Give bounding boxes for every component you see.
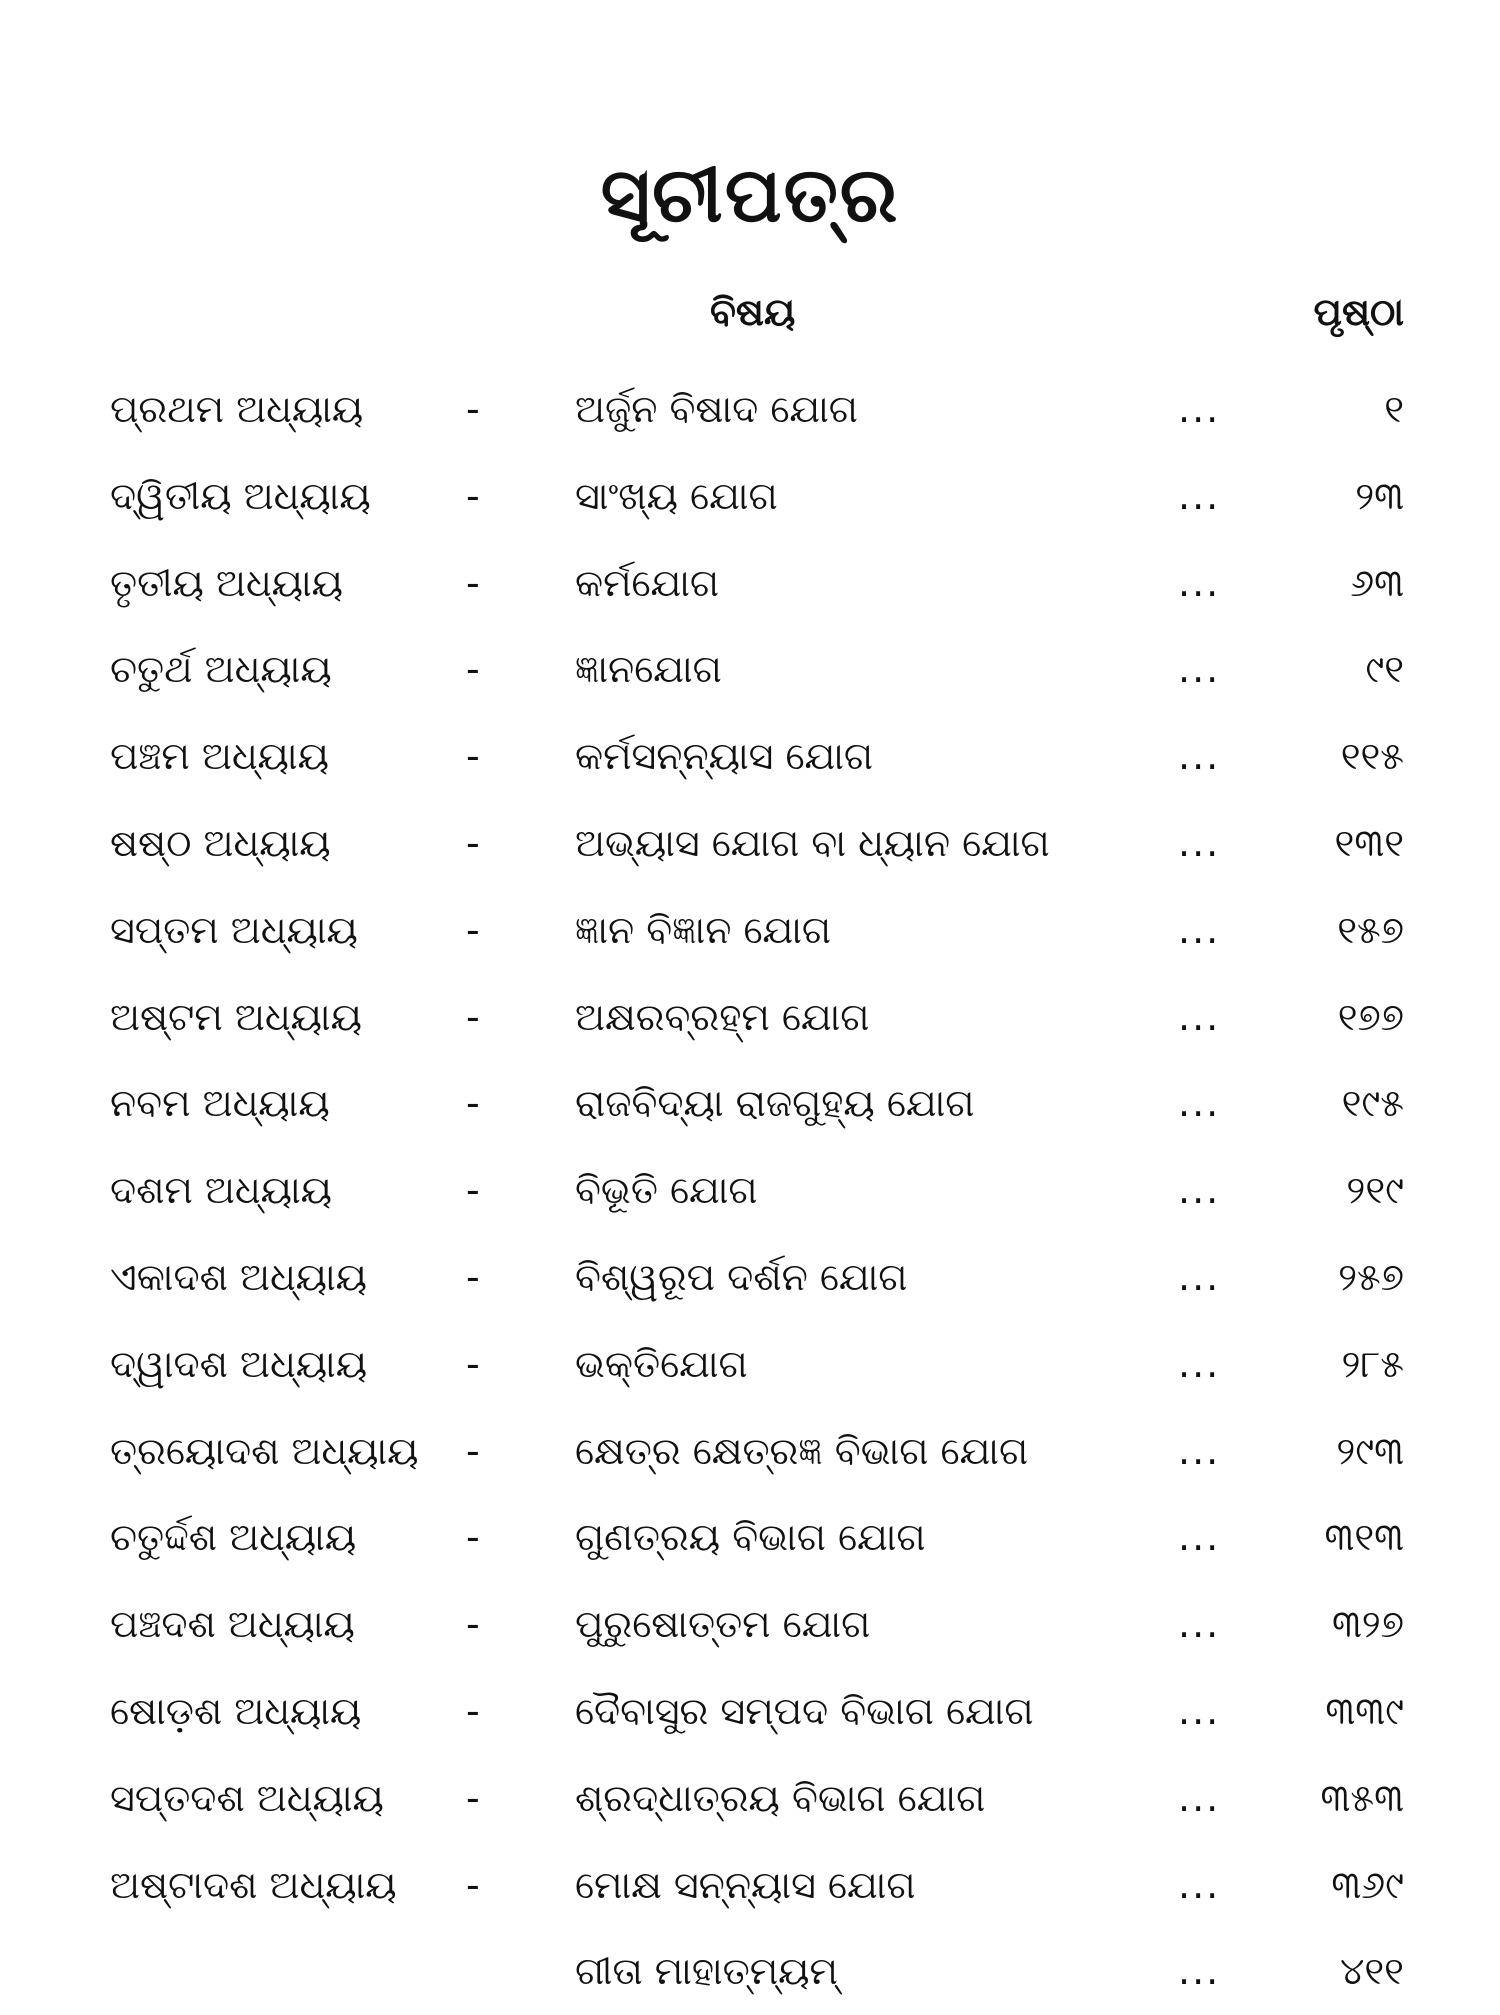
leader-dots: ...	[1178, 994, 1221, 1039]
chapter-name: ଷଷ୍ଠ ଅଧ୍ୟାୟ	[110, 820, 331, 865]
toc-row	[0, 1581, 1500, 1668]
page-number: ୩୨୭	[1331, 1602, 1404, 1647]
leader-dots: ...	[1178, 1775, 1221, 1820]
separator-dash: -	[466, 1515, 480, 1560]
toc-row	[0, 1668, 1500, 1755]
page-column-header: ପୃଷ୍ଠା	[1313, 290, 1404, 334]
leader-dots: ...	[1178, 1254, 1221, 1299]
toc-row	[0, 1408, 1500, 1495]
chapter-name: ତୃତୀୟ ଅଧ୍ୟାୟ	[110, 560, 343, 605]
separator-dash: -	[466, 1081, 480, 1126]
toc-row	[0, 1494, 1500, 1581]
chapter-name: ଚତୁର୍ଥ ଅଧ୍ୟାୟ	[110, 647, 332, 692]
page-number: ୧୭୭	[1337, 994, 1404, 1039]
leader-dots: ...	[1178, 1428, 1221, 1473]
chapter-subject: କର୍ମଯୋଗ	[575, 560, 720, 605]
toc-row	[0, 1234, 1500, 1321]
leader-dots: ...	[1178, 1862, 1221, 1907]
leader-dots: ...	[1178, 820, 1221, 865]
chapter-name: ପଞ୍ଚମ ଅଧ୍ୟାୟ	[110, 734, 329, 779]
chapter-subject: ଶ୍ରଦ୍ଧାତ୍ରୟ ବିଭାଗ ଯୋଗ	[575, 1775, 986, 1820]
page-number: ୧୯୫	[1341, 1081, 1404, 1126]
toc-row	[0, 1147, 1500, 1234]
separator-dash: -	[466, 647, 480, 692]
chapter-name: ଅଷ୍ଟାଦଶ ଅଧ୍ୟାୟ	[110, 1862, 397, 1907]
page-number: ୨୧୯	[1346, 1168, 1404, 1213]
separator-dash: -	[466, 560, 480, 605]
chapter-subject: ଅର୍ଜୁନ ବିଷାଦ ଯୋଗ	[575, 387, 858, 431]
leader-dots: ...	[1178, 907, 1221, 952]
chapter-name: ଦଶମ ଅଧ୍ୟାୟ	[110, 1168, 332, 1213]
toc-row	[0, 800, 1500, 887]
chapter-subject: ଭକ୍ତିଯୋଗ	[575, 1341, 748, 1386]
separator-dash: -	[466, 1254, 480, 1299]
leader-dots: ...	[1178, 734, 1221, 779]
chapter-subject: ଗୁଣତ୍ରୟ ବିଭାଗ ଯୋଗ	[575, 1515, 926, 1560]
separator-dash: -	[466, 473, 480, 518]
toc-row	[0, 540, 1500, 627]
toc-row	[0, 1928, 1500, 2015]
chapter-subject: ପୁରୁଷୋତ୍ତମ ଯୋଗ	[575, 1602, 871, 1647]
chapter-subject: ରାଜବିଦ୍ୟା ରାଜଗୁହ୍ୟ ଯୋଗ	[575, 1081, 975, 1126]
leader-dots: ...	[1178, 1688, 1221, 1733]
separator-dash: -	[466, 1602, 480, 1647]
page-number: ୯୧	[1365, 647, 1404, 692]
page-number: ୩୫୩	[1320, 1775, 1404, 1820]
leader-dots: ...	[1178, 1341, 1221, 1386]
leader-dots: ...	[1178, 560, 1221, 605]
chapter-name: ଅଷ୍ଟମ ଅଧ୍ୟାୟ	[110, 994, 362, 1039]
chapter-name: ଦ୍ୱାଦଶ ଅଧ୍ୟାୟ	[110, 1341, 368, 1386]
page-number: ୩୧୩	[1324, 1515, 1404, 1560]
toc-row	[0, 1755, 1500, 1842]
page-number: ୨୩	[1355, 473, 1404, 518]
page-number: ୩୬୯	[1331, 1862, 1404, 1907]
page-number: ୧୫୭	[1337, 907, 1404, 952]
page-number: ୧	[1384, 387, 1404, 431]
toc-row	[0, 626, 1500, 713]
leader-dots: ...	[1178, 647, 1221, 692]
chapter-name: ପଞ୍ଚଦଶ ଅଧ୍ୟାୟ	[110, 1602, 355, 1647]
chapter-subject: ଦୈବାସୁର ସମ୍ପଦ ବିଭାଗ ଯୋଗ	[575, 1688, 1034, 1733]
table-of-contents	[0, 366, 1500, 2015]
chapter-subject: ବିଭୂତି ଯୋଗ	[575, 1168, 758, 1213]
leader-dots: ...	[1178, 1602, 1221, 1647]
chapter-name: ସପ୍ତମ ଅଧ୍ୟାୟ	[110, 907, 358, 952]
chapter-name: ତ୍ରୟୋଦଶ ଅଧ୍ୟାୟ	[110, 1428, 419, 1473]
chapter-name: ନବମ ଅଧ୍ୟାୟ	[110, 1081, 330, 1126]
separator-dash: -	[466, 1862, 480, 1907]
page-number: ୨୮୫	[1341, 1341, 1404, 1386]
chapter-name: ଦ୍ୱିତୀୟ ଅଧ୍ୟାୟ	[110, 473, 371, 518]
toc-row	[0, 1060, 1500, 1147]
chapter-subject: କ୍ଷେତ୍ର କ୍ଷେତ୍ରଜ୍ଞ ବିଭାଗ ଯୋଗ	[575, 1428, 1029, 1473]
page-number: ୧୩୧	[1334, 820, 1404, 865]
separator-dash: -	[466, 1688, 480, 1733]
leader-dots: ...	[1178, 1168, 1221, 1213]
toc-row	[0, 453, 1500, 540]
separator-dash: -	[466, 1428, 480, 1473]
chapter-subject: ବିଶ୍ୱରୂପ ଦର୍ଶନ ଯୋଗ	[575, 1254, 908, 1299]
chapter-subject: ଜ୍ଞାନ ବିଜ୍ଞାନ ଯୋଗ	[575, 907, 832, 952]
page-number: ୬୩	[1350, 560, 1404, 605]
toc-row	[0, 974, 1500, 1061]
chapter-subject: ଅକ୍ଷରବ୍ରହ୍ମ ଯୋଗ	[575, 994, 870, 1039]
leader-dots: ...	[1178, 1949, 1221, 1994]
toc-row	[0, 1321, 1500, 1408]
chapter-subject: ଜ୍ଞାନଯୋଗ	[575, 647, 722, 692]
toc-row	[0, 1842, 1500, 1929]
chapter-name: ସପ୍ତଦଶ ଅଧ୍ୟାୟ	[110, 1775, 384, 1820]
page-number: ୨୫୭	[1338, 1254, 1404, 1299]
toc-row	[0, 713, 1500, 800]
toc-row	[0, 366, 1500, 453]
chapter-subject: ଗୀତା ମାହାତ୍ମ୍ୟମ୍	[575, 1949, 838, 1994]
chapter-name: ପ୍ରଥମ ଅଧ୍ୟାୟ	[110, 387, 364, 431]
page-number: ୪୧୧	[1340, 1949, 1404, 1994]
page-title: ସୂଚୀପତ୍ର	[600, 150, 900, 239]
page-number: ୨୯୩	[1336, 1428, 1404, 1473]
leader-dots: ...	[1178, 473, 1221, 518]
chapter-name: ଷୋଡ଼ଶ ଅଧ୍ୟାୟ	[110, 1688, 362, 1733]
chapter-subject: ସାଂଖ୍ୟ ଯୋଗ	[575, 473, 778, 518]
subject-column-header: ବିଷୟ	[710, 290, 796, 334]
separator-dash: -	[466, 994, 480, 1039]
separator-dash: -	[466, 820, 480, 865]
separator-dash: -	[466, 907, 480, 952]
separator-dash: -	[466, 387, 480, 431]
page-number: ୧୧୫	[1340, 734, 1404, 779]
separator-dash: -	[466, 1775, 480, 1820]
chapter-name: ଏକାଦଶ ଅଧ୍ୟାୟ	[110, 1254, 368, 1299]
leader-dots: ...	[1178, 1081, 1221, 1126]
chapter-subject: ମୋକ୍ଷ ସନ୍ନ୍ୟାସ ଯୋଗ	[575, 1862, 916, 1907]
separator-dash: -	[466, 1341, 480, 1386]
separator-dash: -	[466, 1168, 480, 1213]
page-number: ୩୩୯	[1325, 1688, 1404, 1733]
toc-row	[0, 887, 1500, 974]
leader-dots: ...	[1178, 1515, 1221, 1560]
leader-dots: ...	[1178, 387, 1221, 431]
chapter-name: ଚତୁର୍ଦ୍ଦଶ ଅଧ୍ୟାୟ	[110, 1515, 357, 1560]
chapter-subject: ଅଭ୍ୟାସ ଯୋଗ ବା ଧ୍ୟାନ ଯୋଗ	[575, 820, 1050, 865]
separator-dash: -	[466, 734, 480, 779]
chapter-subject: କର୍ମସନ୍ନ୍ୟାସ ଯୋଗ	[575, 734, 874, 779]
